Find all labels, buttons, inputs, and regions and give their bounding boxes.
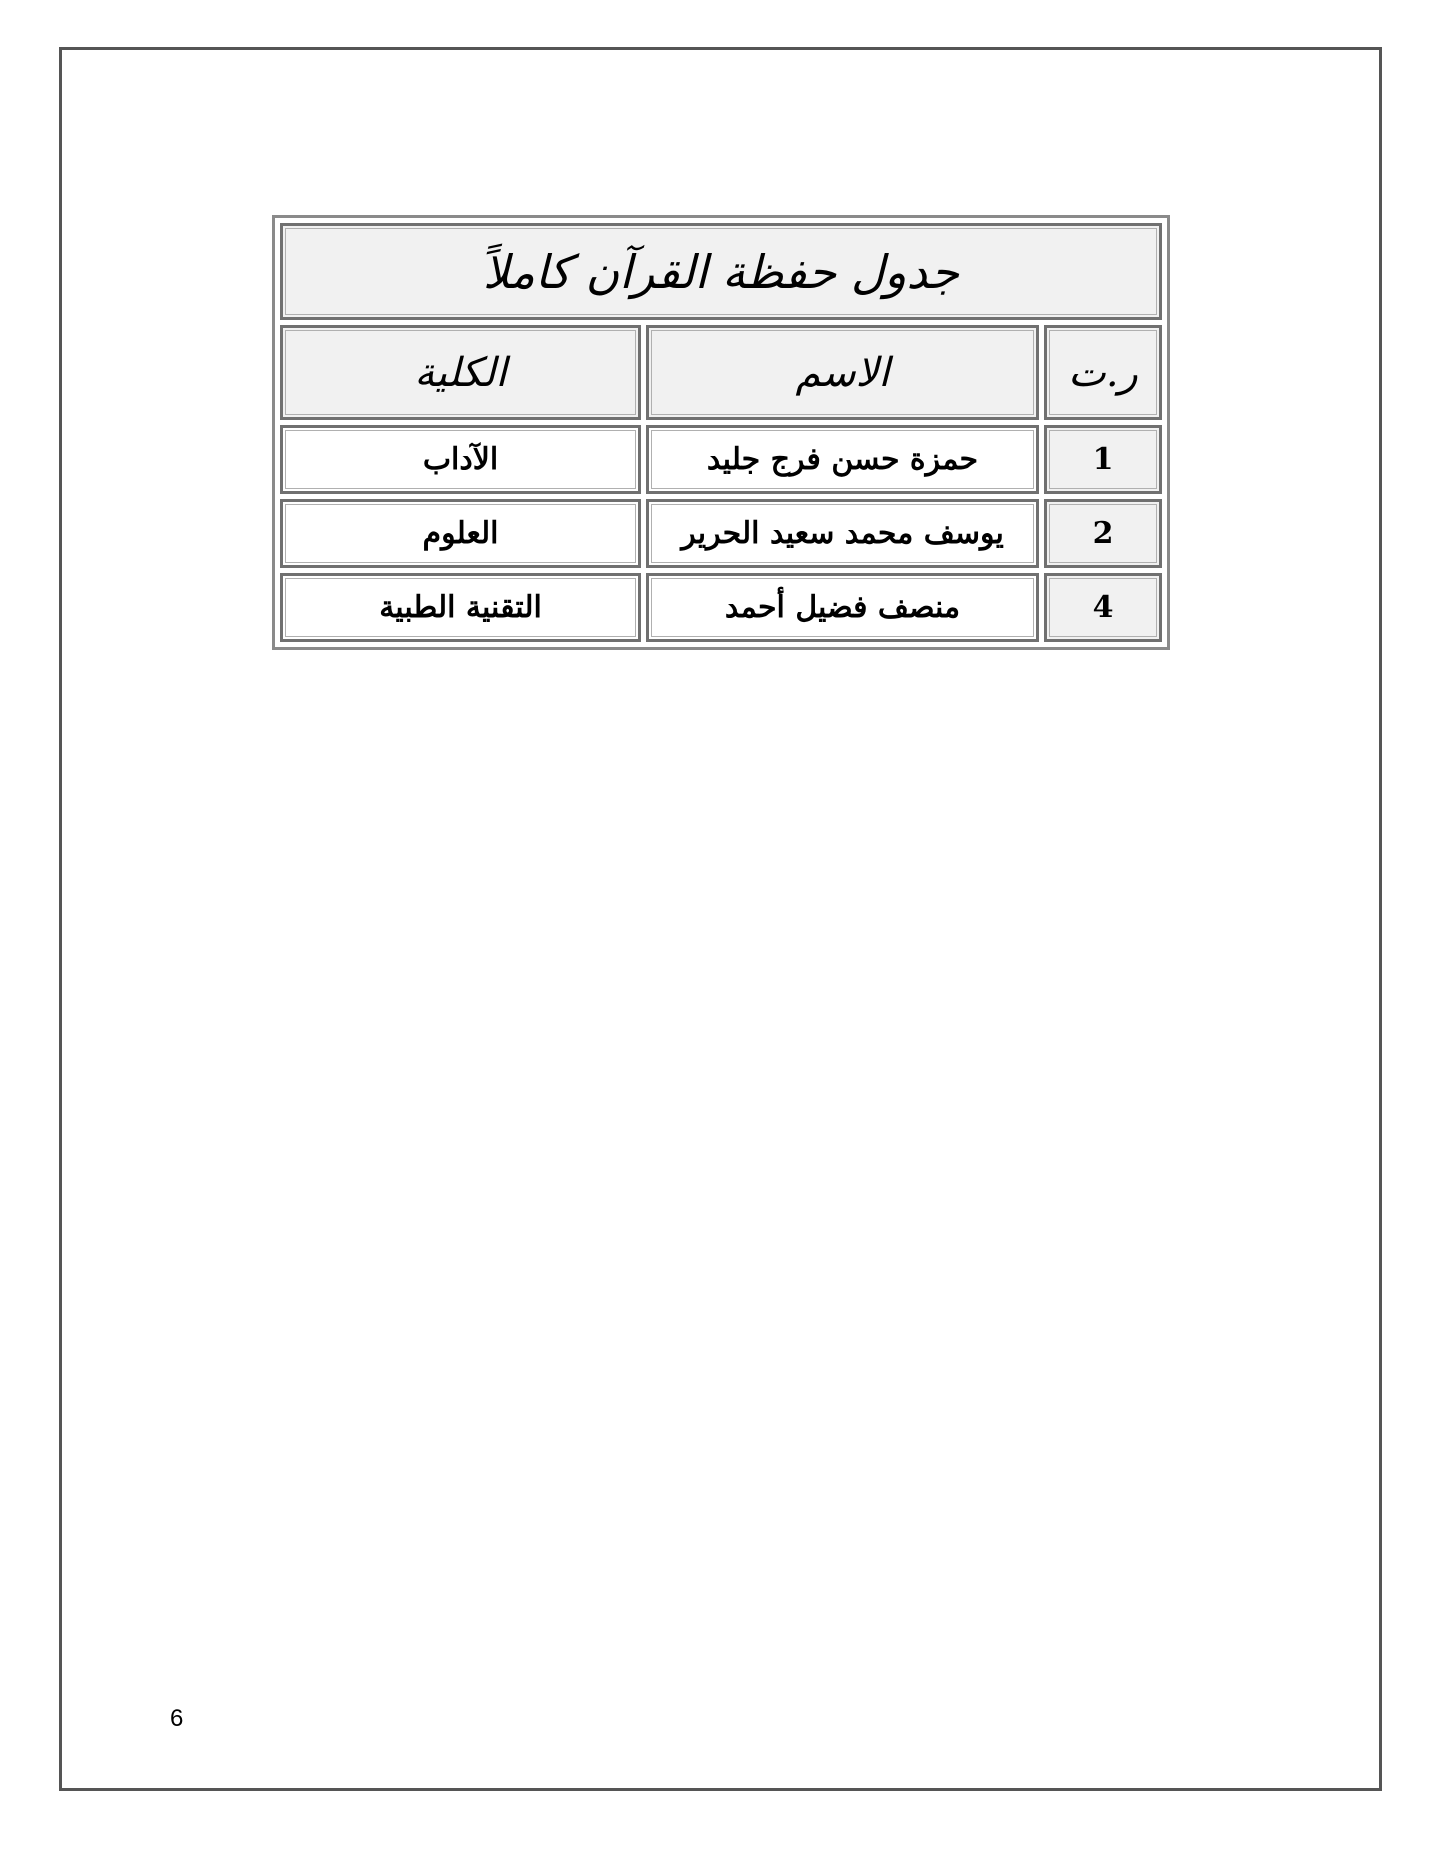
row-1-name: حمزة حسن فرج جليد: [646, 425, 1039, 494]
row-2-name: يوسف محمد سعيد الحرير: [646, 499, 1039, 568]
header-college: الكلية: [280, 325, 641, 420]
row-3-college: التقنية الطبية: [280, 573, 641, 642]
table-grid: [278, 221, 1164, 644]
row-2-college: العلوم: [280, 499, 641, 568]
row-3-number: 4: [1044, 573, 1162, 642]
row-3-name: منصف فضيل أحمد: [646, 573, 1039, 642]
row-2-number: 2: [1044, 499, 1162, 568]
page-number: 6: [170, 1705, 184, 1732]
header-name: الاسم: [646, 325, 1039, 420]
row-1-number: 1: [1044, 425, 1162, 494]
table-title: جدول حفظة القرآن كاملاً: [280, 223, 1162, 320]
header-number: ر.ت: [1044, 325, 1162, 420]
students-table: [272, 215, 1170, 650]
row-1-college: الآداب: [280, 425, 641, 494]
